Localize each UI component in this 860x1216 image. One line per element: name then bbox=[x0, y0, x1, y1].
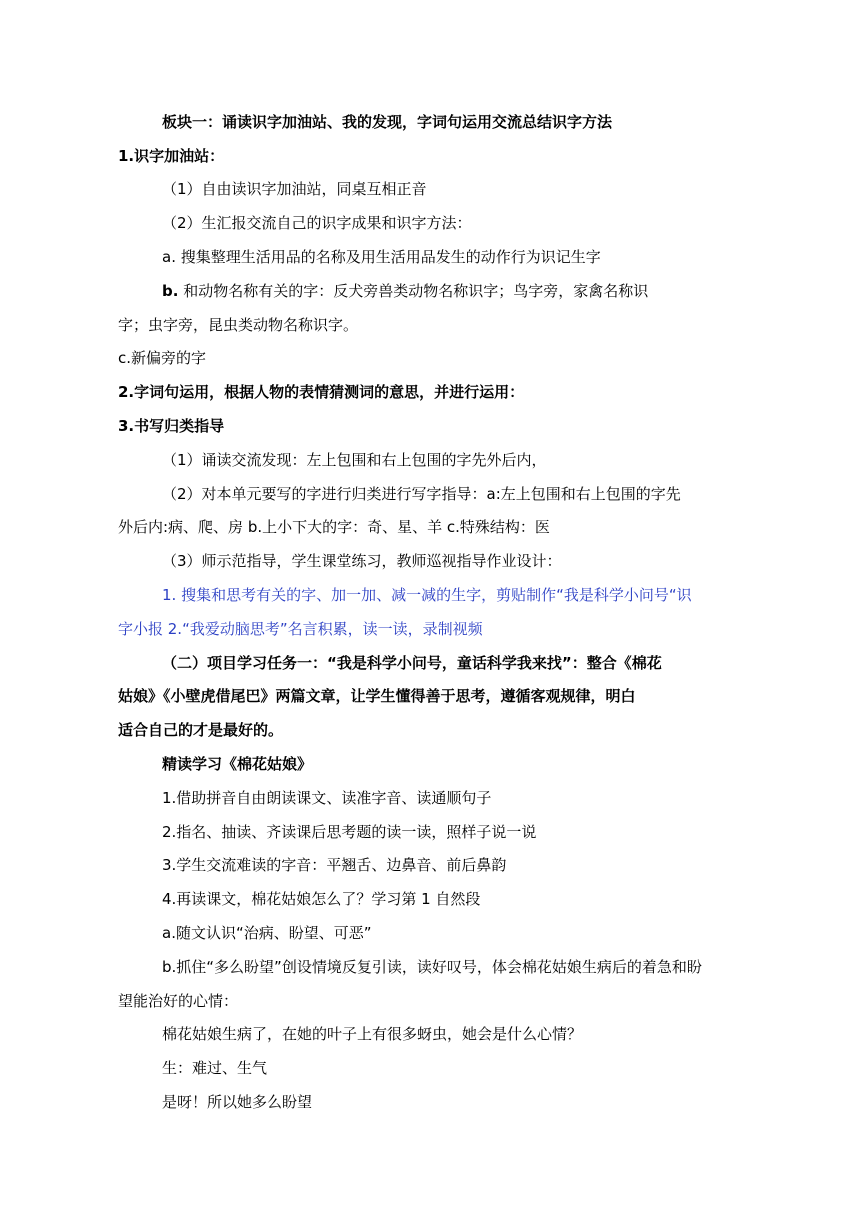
paragraph: 外后内:病、爬、房 b.上小下大的字：奇、星、羊 c.特殊结构：医 bbox=[118, 518, 550, 536]
paragraph: （3）师示范指导，学生课堂练习，教师巡视指导作业设计： bbox=[162, 552, 562, 570]
paragraph: 是呀！所以她多么盼望 bbox=[162, 1093, 313, 1111]
section-heading-block-one: 板块一：诵读识字加油站、我的发现，字词句运用交流总结识字方法 bbox=[162, 113, 613, 131]
task-paragraph: 姑娘》《小壁虎借尾巴》两篇文章，让学生懂得善于思考，遵循客观规律，明白 bbox=[118, 687, 636, 705]
list-marker: b. bbox=[162, 282, 179, 300]
paragraph: a. 搜集整理生活用品的名称及用生活用品发生的动作行为识记生字 bbox=[162, 248, 601, 266]
homework-paragraph: 字小报 2.“我爱动脑思考”名言积累，读一读，录制视频 bbox=[118, 620, 483, 638]
paragraph: 字；虫字旁，昆虫类动物名称识字。 bbox=[118, 316, 359, 334]
paragraph: （2）生汇报交流自己的识字成果和识字方法： bbox=[162, 214, 472, 232]
paragraph-text: 和动物名称有关的字：反犬旁兽类动物名称识字；鸟字旁，家禽名称识 bbox=[178, 282, 649, 300]
homework-paragraph: 1. 搜集和思考有关的字、加一加、减一减的生字，剪贴制作“我是科学小问号“识 bbox=[162, 586, 692, 604]
paragraph: 4.再读课文，棉花姑娘怎么了？学习第 1 自然段 bbox=[162, 890, 481, 908]
paragraph: a.随文认识“治病、盼望、可恶” bbox=[162, 924, 372, 942]
task-paragraph: 适合自己的才是最好的。 bbox=[118, 721, 284, 739]
paragraph: （2）对本单元要写的字进行归类进行写字指导：a:左上包围和右上包围的字先 bbox=[162, 485, 681, 503]
paragraph: b.抓住“多么盼望”创设情境反复引读，读好叹号，体会棉花姑娘生病后的着急和盼 bbox=[162, 958, 702, 976]
reading-section-title: 精读学习《棉花姑娘》 bbox=[162, 755, 313, 773]
paragraph: 望能治好的心情： bbox=[118, 992, 239, 1010]
paragraph: （1）诵读交流发现：左上包围和右上包围的字先外后内， bbox=[162, 451, 547, 469]
paragraph: （1）自由读识字加油站，同桌互相正音 bbox=[162, 180, 427, 198]
paragraph: 1.借助拼音自由朗读课文、读准字音、读通顺句子 bbox=[162, 789, 492, 807]
subsection-title-writing: 3.书写归类指导 bbox=[118, 417, 225, 435]
subsection-title-word-usage: 2.字词句运用，根据人物的表情猜测词的意思，并进行运用： bbox=[118, 383, 525, 401]
paragraph: c.新偏旁的字 bbox=[118, 349, 207, 367]
paragraph: 3.学生交流难读的字音：平翘舌、边鼻音、前后鼻韵 bbox=[162, 856, 507, 874]
paragraph: 生：难过、生气 bbox=[162, 1059, 268, 1077]
paragraph: 2.指名、抽读、齐读课后思考题的读一读，照样子说一说 bbox=[162, 823, 537, 841]
paragraph bbox=[162, 280, 648, 302]
paragraph: 棉花姑娘生病了，在她的叶子上有很多蚜虫，她会是什么心情？ bbox=[162, 1025, 583, 1043]
subsection-title-literacy-station: 1.识字加油站： bbox=[118, 147, 225, 165]
task-paragraph: （二）项目学习任务一：“我是科学小问号，童话科学我来找”：整合《棉花 bbox=[162, 654, 662, 672]
